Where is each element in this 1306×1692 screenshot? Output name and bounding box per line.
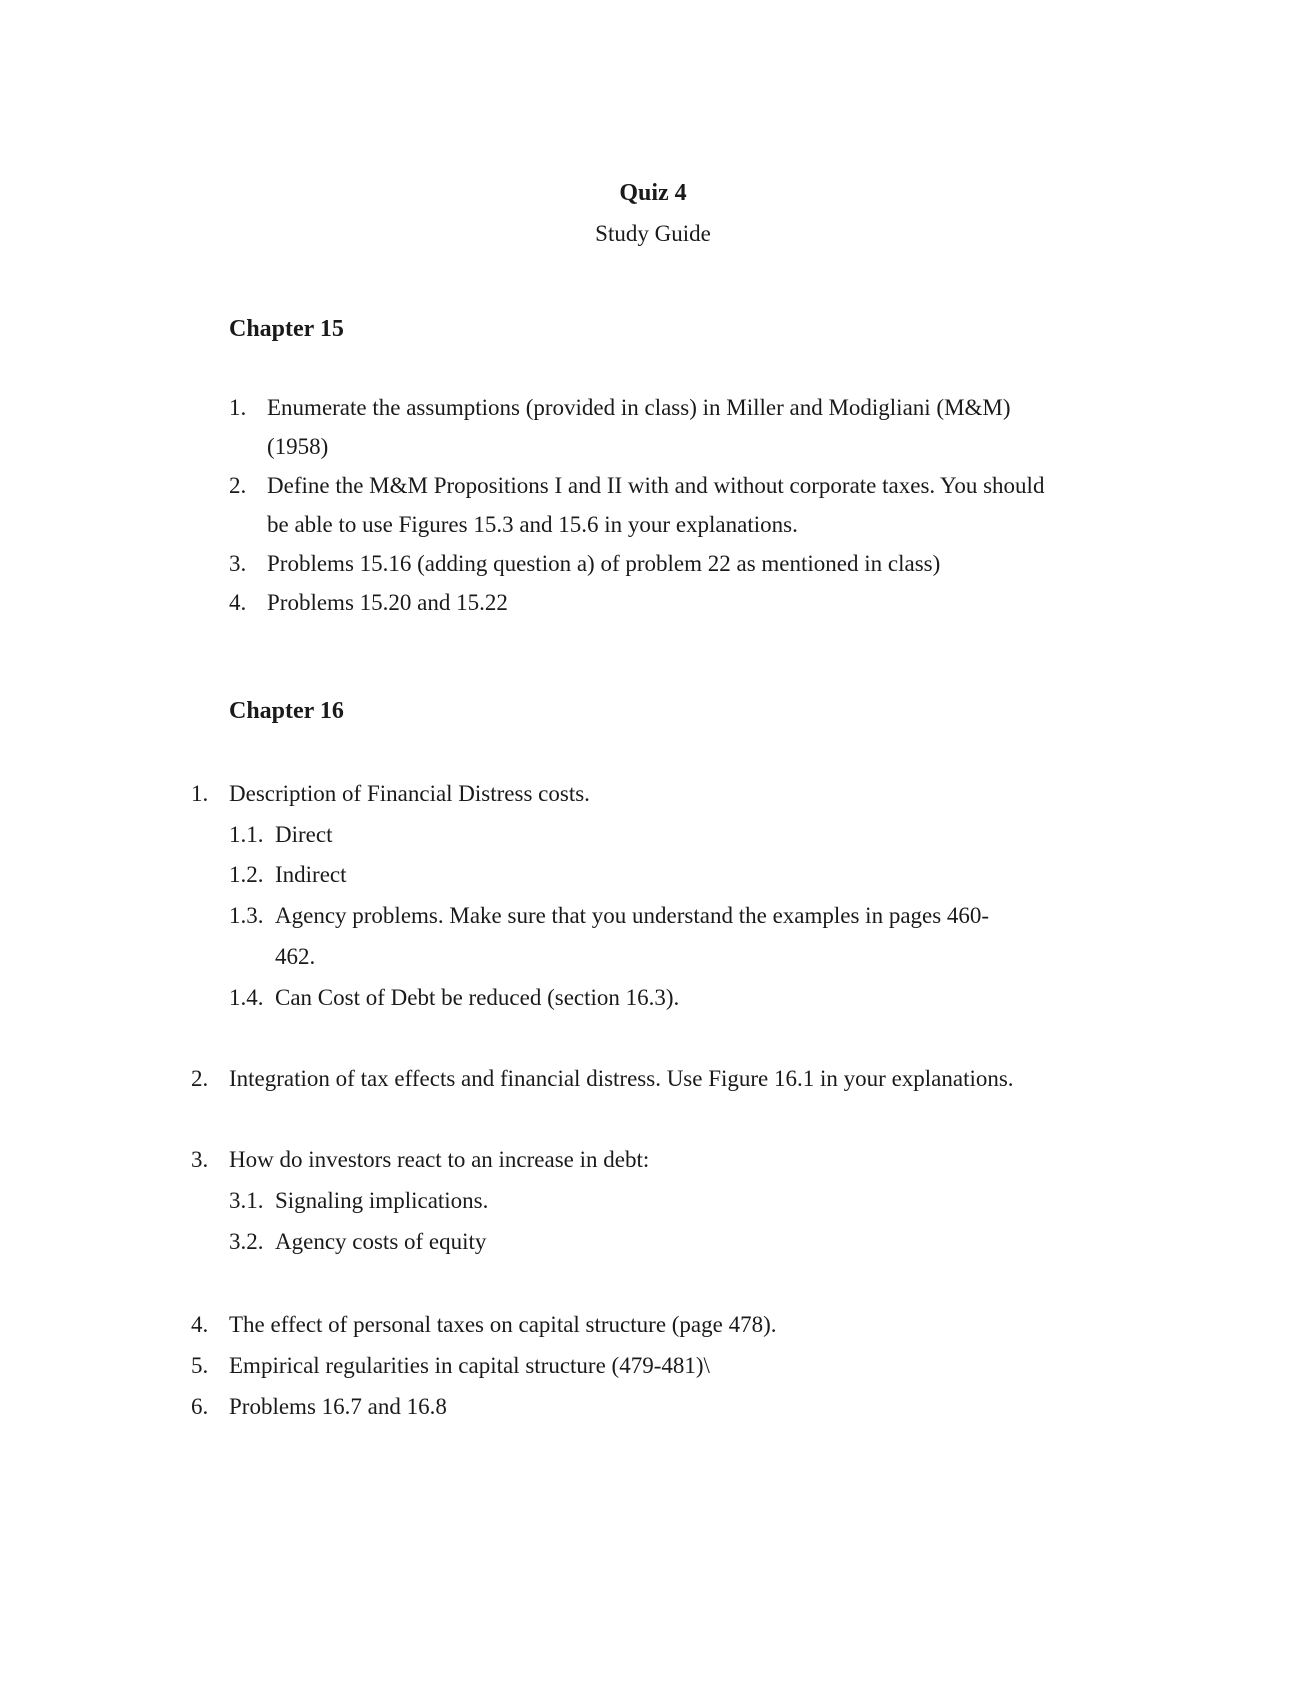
sub-item-number: 1.1. — [229, 822, 264, 847]
list-item-number: 3. — [229, 551, 247, 576]
list-item-text: How do investors react to an increase in debt: — [229, 1147, 650, 1172]
list-item-text: Description of Financial Distress costs. — [229, 781, 590, 806]
list-item-text: Define the M&M Propositions I and II with and without corporate taxes. You should — [267, 473, 1045, 498]
list-item-number: 1. — [229, 395, 247, 420]
sub-item-text-continued: 462. — [275, 944, 316, 969]
chapter-16-heading: Chapter 16 — [229, 698, 344, 724]
list-item-text: Enumerate the assumptions (provided in class) in Miller and Modigliani (M&M) — [267, 395, 1011, 420]
sub-item-number: 1.3. — [229, 903, 264, 928]
list-item-number: 1. — [191, 781, 209, 806]
sub-item-text: Signaling implications. — [275, 1188, 489, 1213]
sub-item-text: Indirect — [275, 862, 347, 887]
sub-item-text: Agency costs of equity — [275, 1229, 487, 1254]
list-item-text: Empirical regularities in capital structure (479-481)\ — [229, 1353, 710, 1378]
list-item-text: Problems 16.7 and 16.8 — [229, 1394, 447, 1419]
list-item-number: 4. — [229, 590, 247, 615]
sub-item-text: Direct — [275, 822, 333, 847]
list-item-text: Problems 15.16 (adding question a) of problem 22 as mentioned in class) — [267, 551, 941, 576]
list-item-number: 2. — [191, 1066, 209, 1091]
sub-item-number: 3.1. — [229, 1188, 264, 1213]
list-item-text: Integration of tax effects and financial distress. Use Figure 16.1 in your explanations. — [229, 1066, 1014, 1091]
list-item-text-continued: be able to use Figures 15.3 and 15.6 in your explanations. — [267, 512, 798, 537]
list-item-text: The effect of personal taxes on capital structure (page 478). — [229, 1312, 777, 1337]
sub-item-number: 1.4. — [229, 985, 264, 1010]
sub-item-number: 3.2. — [229, 1229, 264, 1254]
document-subtitle: Study Guide — [595, 221, 711, 246]
chapter-15-heading: Chapter 15 — [229, 316, 344, 342]
sub-item-text: Agency problems. Make sure that you understand the examples in pages 460- — [275, 903, 990, 928]
list-item-number: 6. — [191, 1394, 209, 1419]
list-item-text: Problems 15.20 and 15.22 — [267, 590, 508, 615]
list-item-number: 4. — [191, 1312, 209, 1337]
document-title: Quiz 4 — [619, 180, 687, 206]
list-item-text-continued: (1958) — [267, 434, 329, 459]
sub-item-number: 1.2. — [229, 862, 264, 887]
list-item-number: 3. — [191, 1147, 209, 1172]
list-item-number: 5. — [191, 1353, 209, 1378]
list-item-number: 2. — [229, 473, 247, 498]
sub-item-text: Can Cost of Debt be reduced (section 16.3). — [275, 985, 680, 1010]
